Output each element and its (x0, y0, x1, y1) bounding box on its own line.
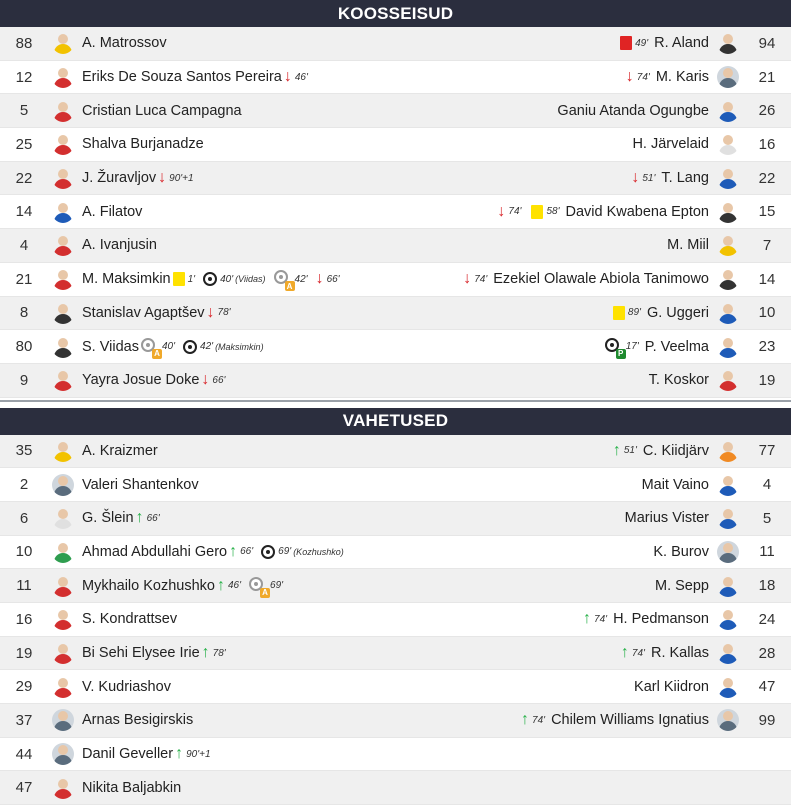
event-goal (203, 272, 265, 286)
shirt-number: 5 (762, 509, 772, 527)
event-sub_in (229, 544, 253, 560)
player-name[interactable]: A. Ivanjusin (82, 237, 157, 254)
player-name[interactable]: M. Maksimkin (82, 271, 171, 288)
sub-in-arrow-icon: ↑ (229, 542, 238, 560)
event-sub_out (284, 69, 308, 85)
player-name[interactable]: C. Kiidjärv (642, 442, 709, 459)
event-sub_out (463, 271, 487, 287)
sub-out-arrow-icon: ↓ (625, 68, 634, 86)
event-minute: 69' (278, 546, 292, 558)
subs-list (0, 435, 791, 806)
shirt-number: 15 (758, 203, 776, 221)
player-avatar[interactable] (52, 234, 74, 256)
player-avatar[interactable] (52, 100, 74, 122)
sub-out-arrow-icon: ↓ (283, 68, 292, 86)
home-player (0, 603, 396, 636)
player-name[interactable]: Eriks De Souza Santos Pereira (82, 69, 282, 86)
player-name[interactable]: G. Uggeri (646, 304, 709, 321)
player-row (0, 162, 791, 196)
away-player (396, 738, 791, 771)
goal-ball-icon (261, 545, 275, 559)
home-player (0, 738, 396, 771)
event-sub_in (621, 645, 645, 661)
shirt-number: 10 (15, 543, 33, 561)
event-yellow (613, 306, 641, 320)
player-avatar[interactable] (52, 32, 74, 54)
event-sub_out (626, 69, 650, 85)
shirt-number: 77 (758, 442, 776, 460)
player-row (0, 603, 791, 637)
shirt-number: 14 (758, 270, 776, 288)
player-avatar[interactable] (52, 369, 74, 391)
player-avatar[interactable] (52, 474, 74, 496)
player-name[interactable]: T. Koskor (648, 372, 709, 389)
shirt-number: 47 (15, 779, 33, 797)
away-player (396, 364, 791, 397)
player-name[interactable]: M. Karis (655, 69, 709, 86)
event-sub_out (316, 271, 340, 287)
event-minute: 69' (270, 580, 284, 592)
event-minute: 74' (594, 613, 608, 625)
event-sub_out (201, 372, 225, 388)
away-player (396, 195, 791, 228)
player-row (0, 569, 791, 603)
away-player (396, 704, 791, 737)
badge-icon: A (285, 281, 295, 291)
home-player (0, 435, 396, 468)
player-avatar[interactable] (717, 440, 739, 462)
player-name[interactable]: G. Šlein (82, 510, 134, 527)
shirt-number: 5 (19, 102, 29, 120)
player-avatar[interactable] (717, 507, 739, 529)
player-name[interactable]: R. Aland (654, 35, 709, 52)
player-avatar[interactable] (52, 336, 74, 358)
event-minute: 78' (212, 647, 226, 659)
yellow-card-icon (531, 205, 543, 219)
event-minute: 66' (326, 273, 340, 285)
shirt-number: 94 (758, 34, 776, 52)
shirt-number: 37 (15, 711, 33, 729)
lineups-title: KOOSSEISUD (337, 3, 454, 23)
event-minute: 1' (187, 273, 196, 285)
event-minute: 74' (636, 71, 650, 83)
player-avatar[interactable] (717, 268, 739, 290)
player-avatar[interactable] (717, 100, 739, 122)
shirt-number: 4 (762, 476, 772, 494)
player-name[interactable]: Karl Kiidron (634, 678, 709, 695)
shirt-number: 19 (15, 644, 33, 662)
home-player (0, 162, 396, 195)
event-minute: 51' (642, 172, 656, 184)
player-name[interactable]: M. Miil (667, 237, 709, 254)
home-player (0, 330, 396, 363)
assist-icon (274, 270, 293, 291)
player-name[interactable]: M. Sepp (655, 577, 709, 594)
event-sub_in (613, 443, 637, 459)
player-name[interactable]: Stanislav Agaptšev (82, 304, 205, 321)
home-player (0, 637, 396, 670)
shirt-number: 16 (15, 610, 33, 628)
player-name[interactable]: Bi Sehi Elysee Irie (82, 645, 200, 662)
home-player (0, 670, 396, 703)
player-name[interactable]: P. Veelma (644, 338, 709, 355)
player-row (0, 229, 791, 263)
player-avatar[interactable] (52, 676, 74, 698)
shirt-number: 22 (758, 169, 776, 187)
shirt-number: 35 (15, 442, 33, 460)
event-minute: 46' (294, 71, 308, 83)
shirt-number: 29 (15, 678, 33, 696)
shirt-number: 2 (19, 476, 29, 494)
away-player (396, 435, 791, 468)
player-avatar[interactable] (52, 608, 74, 630)
event-red (620, 36, 648, 50)
shirt-number: 9 (19, 371, 29, 389)
event-minute: 78' (217, 307, 231, 319)
player-name[interactable]: T. Lang (661, 170, 709, 187)
event-sub_out (631, 170, 655, 186)
event-minute: 90'+1 (169, 172, 194, 184)
badge-icon: A (152, 349, 162, 359)
player-name[interactable]: Ganiu Atanda Ogungbe (557, 102, 709, 119)
event-sub_in (583, 611, 607, 627)
away-player (396, 128, 791, 161)
event-sub_in (136, 510, 160, 526)
event-note: (Viidas) (235, 274, 266, 285)
player-avatar[interactable] (717, 709, 739, 731)
player-row (0, 263, 791, 297)
assist-icon (249, 577, 268, 598)
home-player (0, 297, 396, 330)
player-name[interactable]: H. Pedmanson (613, 611, 709, 628)
player-name[interactable]: Ahmad Abdullahi Gero (82, 543, 228, 560)
player-name[interactable]: Mykhailo Kozhushko (82, 577, 215, 594)
event-sub_out (158, 170, 193, 186)
event-note: (Kozhushko) (293, 546, 344, 557)
shirt-number: 44 (15, 745, 33, 763)
away-player (396, 330, 791, 363)
player-avatar[interactable] (52, 133, 74, 155)
player-name[interactable]: H. Järvelaid (632, 136, 709, 153)
event-minute: 74' (508, 206, 522, 218)
player-name[interactable]: J. Žuravljov (82, 170, 157, 187)
player-row (0, 704, 791, 738)
player-avatar[interactable] (52, 743, 74, 765)
assist-icon (141, 338, 160, 359)
event-goal (261, 545, 344, 559)
sub-in-arrow-icon: ↑ (612, 441, 621, 459)
player-name[interactable]: K. Burov (653, 543, 709, 560)
shirt-number: 22 (15, 169, 33, 187)
goal-ball-icon (183, 340, 197, 354)
shirt-number: 25 (15, 135, 33, 153)
away-player (396, 61, 791, 94)
player-name[interactable]: David Kwabena Epton (565, 203, 709, 220)
shirt-number: 23 (758, 338, 776, 356)
event-note: (Maksimkin) (215, 341, 264, 352)
subs-header (0, 408, 791, 435)
home-player (0, 128, 396, 161)
player-avatar[interactable] (717, 541, 739, 563)
player-name[interactable]: S. Viidas (82, 338, 139, 355)
player-row (0, 195, 791, 229)
player-name[interactable]: A. Filatov (82, 203, 143, 220)
shirt-number: 11 (16, 577, 32, 595)
home-player (0, 94, 396, 127)
shirt-number: 80 (15, 338, 33, 356)
sub-in-arrow-icon: ↑ (521, 711, 530, 729)
event-sub_in (175, 746, 210, 762)
player-name[interactable]: Mait Vaino (641, 476, 709, 493)
player-name[interactable]: A. Kraizmer (82, 442, 158, 459)
event-assist (249, 577, 284, 598)
player-avatar[interactable] (52, 201, 74, 223)
away-player (396, 94, 791, 127)
sub-in-arrow-icon: ↑ (201, 644, 210, 662)
red-card-icon (620, 36, 632, 50)
shirt-number: 21 (758, 68, 776, 86)
sub-out-arrow-icon: ↓ (201, 371, 210, 389)
player-name[interactable]: A. Matrossov (82, 35, 167, 52)
event-minute: 51' (623, 445, 637, 457)
home-player (0, 468, 396, 501)
sub-in-arrow-icon: ↑ (620, 644, 629, 662)
event-minute: 46' (228, 580, 242, 592)
away-player (396, 468, 791, 501)
event-sub_out (207, 305, 231, 321)
event-sub_in (521, 712, 545, 728)
player-row (0, 637, 791, 671)
shirt-number: 14 (15, 203, 33, 221)
player-avatar[interactable] (717, 302, 739, 324)
badge-icon: P (616, 349, 626, 359)
lineups-header (0, 0, 791, 27)
player-avatar[interactable] (717, 575, 739, 597)
player-row (0, 435, 791, 469)
player-avatar[interactable] (717, 32, 739, 54)
away-player (396, 603, 791, 636)
player-name[interactable]: S. Kondrattsev (82, 611, 178, 628)
event-minute: 58' (546, 206, 560, 218)
player-avatar[interactable] (717, 167, 739, 189)
shirt-number: 19 (758, 371, 776, 389)
player-row (0, 502, 791, 536)
event-minute: 40' (161, 341, 176, 353)
event-minute: 66' (240, 546, 254, 558)
event-minute: 66' (146, 512, 160, 524)
home-player (0, 569, 396, 602)
event-assist (141, 338, 176, 359)
player-avatar[interactable] (52, 541, 74, 563)
event-sub_out (497, 204, 521, 220)
shirt-number: 21 (15, 270, 33, 288)
player-name[interactable]: Ezekiel Olawale Abiola Tanimowo (493, 271, 709, 288)
shirt-number: 6 (19, 509, 29, 527)
home-player (0, 536, 396, 569)
home-player (0, 61, 396, 94)
event-yellow (531, 205, 559, 219)
player-row (0, 364, 791, 398)
away-player (396, 263, 791, 296)
home-player (0, 771, 396, 804)
event-minute: 74' (532, 714, 546, 726)
player-row (0, 94, 791, 128)
player-avatar[interactable] (717, 642, 739, 664)
away-player (396, 229, 791, 262)
away-player (396, 536, 791, 569)
event-minute: 49' (635, 37, 649, 49)
away-player (396, 670, 791, 703)
goal-ball-icon (203, 272, 217, 286)
player-avatar[interactable] (717, 369, 739, 391)
yellow-card-icon (173, 272, 185, 286)
event-minute: 90'+1 (186, 748, 211, 760)
home-player (0, 502, 396, 535)
lineups-list (0, 27, 791, 398)
player-avatar[interactable] (52, 440, 74, 462)
shirt-number: 26 (758, 102, 776, 120)
section-divider (0, 400, 791, 408)
event-goal (183, 340, 264, 354)
shirt-number: 24 (758, 610, 776, 628)
player-avatar[interactable] (717, 133, 739, 155)
event-minute: 40' (220, 273, 234, 285)
player-avatar[interactable] (717, 676, 739, 698)
event-minute: 66' (212, 374, 226, 386)
sub-out-arrow-icon: ↓ (158, 169, 167, 187)
player-avatar[interactable] (717, 336, 739, 358)
shirt-number: 16 (758, 135, 776, 153)
event-minute: 89' (627, 307, 641, 319)
player-row (0, 27, 791, 61)
player-name[interactable]: V. Kudriashov (82, 678, 171, 695)
player-avatar[interactable] (52, 167, 74, 189)
away-player (396, 502, 791, 535)
shirt-number: 47 (758, 678, 776, 696)
player-avatar[interactable] (717, 201, 739, 223)
shirt-number: 7 (762, 236, 772, 254)
sub-out-arrow-icon: ↓ (463, 270, 472, 288)
player-row (0, 771, 791, 805)
shirt-number: 99 (758, 711, 776, 729)
shirt-number: 12 (15, 68, 33, 86)
player-avatar[interactable] (52, 507, 74, 529)
player-name[interactable]: Arnas Besigirskis (82, 712, 194, 729)
yellow-card-icon (613, 306, 625, 320)
event-penalty (605, 338, 639, 359)
player-row (0, 536, 791, 570)
event-minute: 74' (474, 273, 488, 285)
player-avatar[interactable] (717, 66, 739, 88)
player-name[interactable]: Cristian Luca Campagna (82, 102, 242, 119)
player-avatar[interactable] (52, 302, 74, 324)
event-assist (274, 270, 308, 291)
sub-in-arrow-icon: ↑ (583, 610, 592, 628)
event-yellow (173, 272, 195, 286)
shirt-number: 10 (758, 304, 776, 322)
player-row (0, 670, 791, 704)
shirt-number: 28 (758, 644, 776, 662)
player-name[interactable]: Chilem Williams Ignatius (551, 712, 709, 729)
away-player (396, 162, 791, 195)
shirt-number: 8 (19, 304, 29, 322)
home-player (0, 263, 396, 296)
player-row (0, 61, 791, 95)
player-avatar[interactable] (52, 575, 74, 597)
home-player (0, 195, 396, 228)
event-sub_in (202, 645, 226, 661)
player-avatar[interactable] (52, 642, 74, 664)
shirt-number: 4 (19, 236, 29, 254)
player-name[interactable]: Shalva Burjanadze (82, 136, 204, 153)
player-avatar[interactable] (717, 474, 739, 496)
player-name[interactable]: Nikita Baljabkin (82, 779, 182, 796)
player-row (0, 468, 791, 502)
away-player (396, 637, 791, 670)
player-row (0, 128, 791, 162)
sub-in-arrow-icon: ↑ (217, 576, 225, 594)
home-player (0, 229, 396, 262)
penalty-goal-icon (605, 338, 624, 359)
away-player (396, 297, 791, 330)
away-player (396, 771, 791, 804)
badge-icon: A (260, 588, 270, 598)
player-avatar[interactable] (52, 268, 74, 290)
player-row (0, 330, 791, 364)
sub-in-arrow-icon: ↑ (175, 745, 184, 763)
home-player (0, 704, 396, 737)
shirt-number: 88 (15, 34, 33, 52)
event-minute: 42' (294, 273, 308, 285)
player-avatar[interactable] (717, 608, 739, 630)
event-minute: 17' (625, 341, 639, 353)
sub-out-arrow-icon: ↓ (631, 169, 640, 187)
player-avatar[interactable] (52, 66, 74, 88)
home-player (0, 364, 396, 397)
subs-title: VAHETUSED (342, 411, 449, 431)
sub-in-arrow-icon: ↑ (135, 509, 144, 527)
away-player (396, 27, 791, 60)
player-row (0, 297, 791, 331)
event-minute: 42' (200, 341, 214, 353)
player-avatar[interactable] (717, 234, 739, 256)
player-name[interactable]: R. Kallas (650, 645, 709, 662)
sub-out-arrow-icon: ↓ (497, 202, 506, 220)
shirt-number: 18 (758, 577, 776, 595)
event-minute: 74' (631, 647, 645, 659)
away-player (396, 569, 791, 602)
sub-out-arrow-icon: ↓ (206, 303, 215, 321)
player-name[interactable]: Yayra Josue Doke (82, 372, 200, 389)
player-name[interactable]: Danil Geveller (82, 746, 174, 763)
player-avatar[interactable] (52, 709, 74, 731)
player-name[interactable]: Valeri Shantenkov (82, 476, 199, 493)
player-avatar[interactable] (52, 777, 74, 799)
sub-out-arrow-icon: ↓ (315, 270, 324, 288)
event-sub_in (217, 578, 241, 594)
player-name[interactable]: Marius Vister (624, 510, 709, 527)
player-row (0, 738, 791, 772)
shirt-number: 11 (759, 543, 775, 561)
home-player (0, 27, 396, 60)
